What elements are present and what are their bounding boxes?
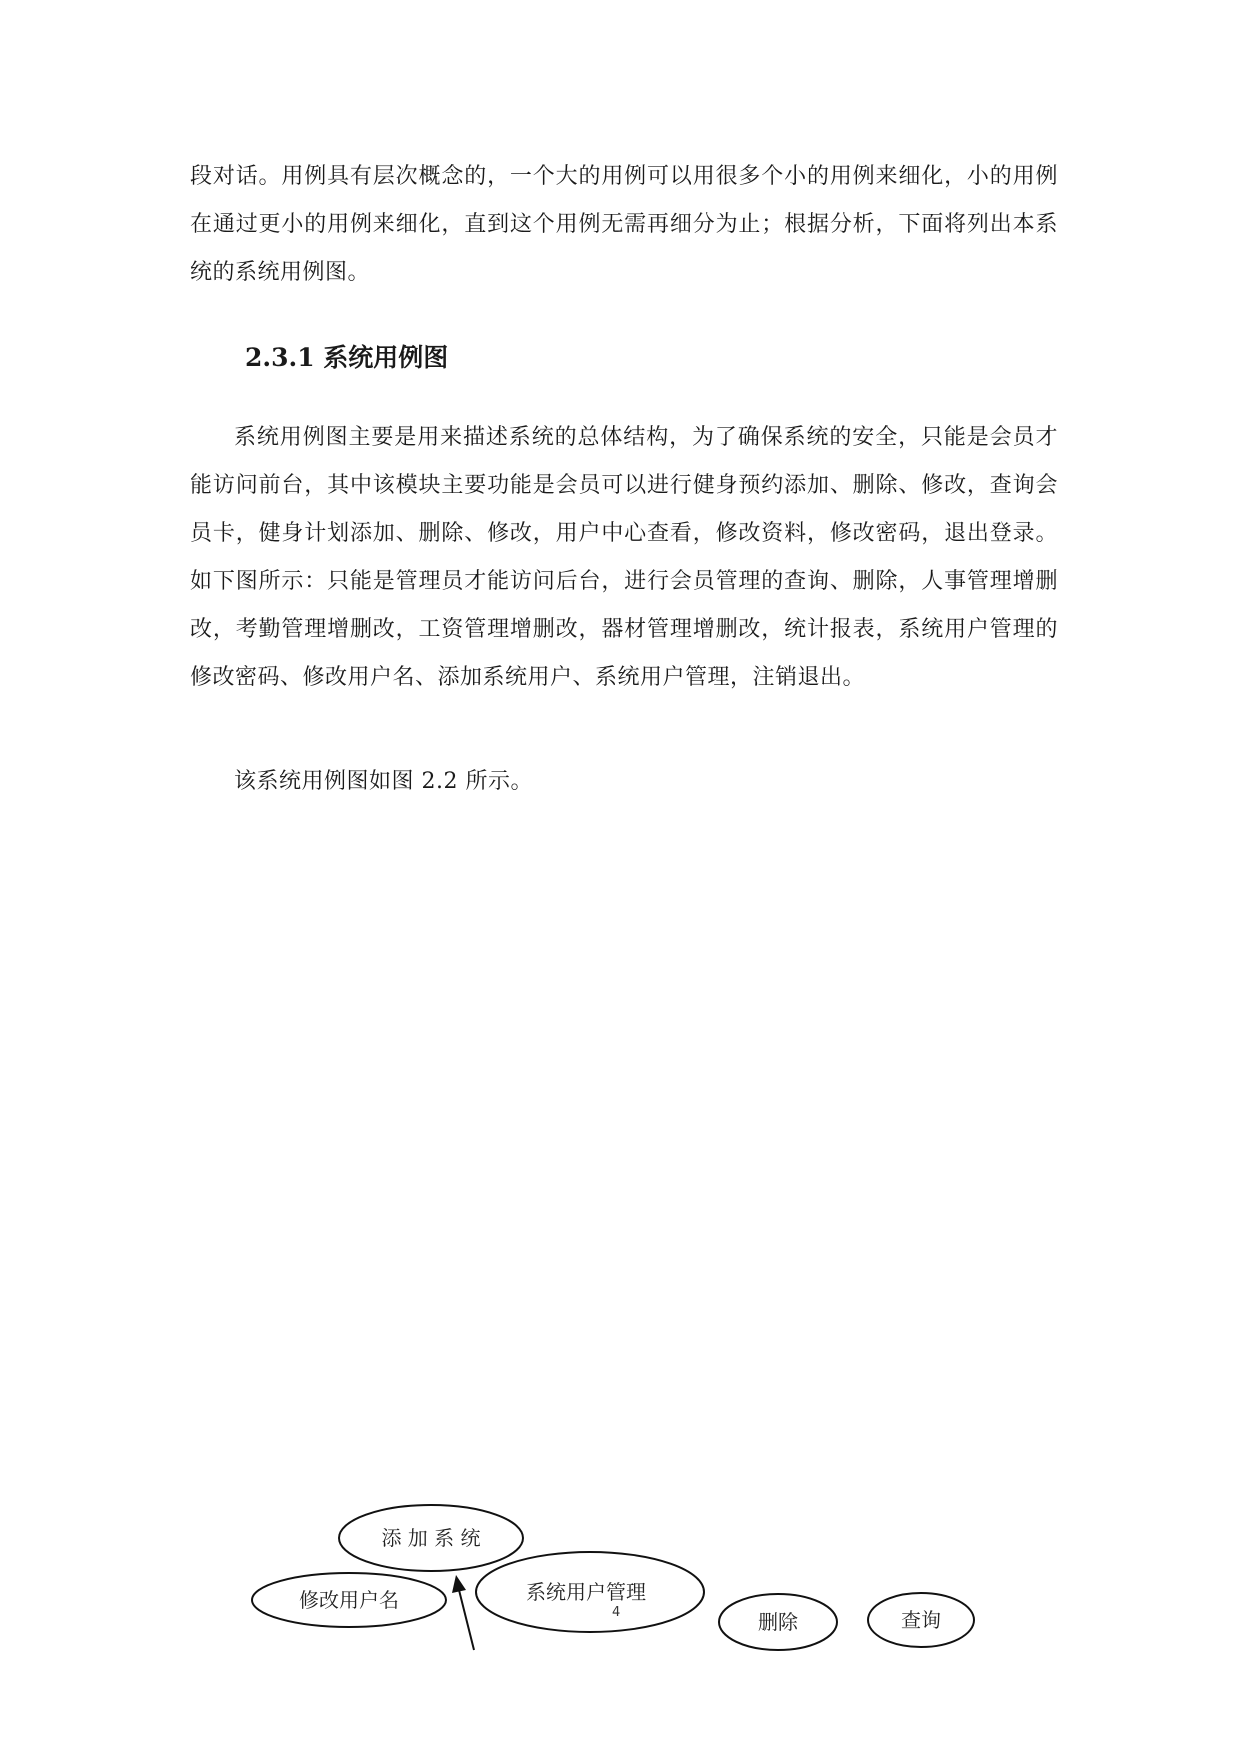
section-heading: 2.3.1 系统用例图 xyxy=(245,343,449,372)
page-number: 4 xyxy=(612,1605,621,1620)
use-case-delete-label: 删除 xyxy=(758,1610,798,1634)
use-case-delete xyxy=(719,1594,837,1650)
intro-paragraph: 段对话。用例具有层次概念的，一个大的用例可以用很多个小的用例来细化，小的用例在通过更小的用例来细化，直到这个用例无需再细分为止；根据分析，下面将列出本系统的系统用例图。 xyxy=(190,164,1058,285)
association-arrow xyxy=(452,1575,474,1650)
figure-reference-paragraph: 该系统用例图如图 2.2 所示。 xyxy=(234,769,533,794)
use-case-system-user-management xyxy=(476,1552,704,1632)
use-case-add-system-label: 添 加 系 统 xyxy=(381,1526,481,1550)
use-case-query xyxy=(868,1593,974,1647)
description-paragraph: 系统用例图主要是用来描述系统的总体结构，为了确保系统的安全，只能是会员才能访问前台，其中该模块主要功能是会员可以进行健身预约添加、删除、修改，查询会员卡，健身计划添加、删除、修改，用户中心查看，修改资料，修改密码，退出登录。如下图所示：只能是管理员才能访问后台，进行会员管理的查询、删除，人事管理增删改，考勤管理增删改，工资管理增删改，器材管理增删改，统计报表，系统用户管理的修改密码、修改用户名、添加系统用户、系统用户管理，注销退出。 xyxy=(190,425,1058,690)
use-case-rename-user xyxy=(252,1573,446,1627)
use-case-query-label: 查询 xyxy=(901,1608,941,1632)
use-case-rename-user-label: 修改用户名 xyxy=(299,1588,399,1612)
use-case-system-user-management-label: 系统用户管理 xyxy=(526,1580,646,1604)
use-case-add-system xyxy=(339,1505,523,1571)
